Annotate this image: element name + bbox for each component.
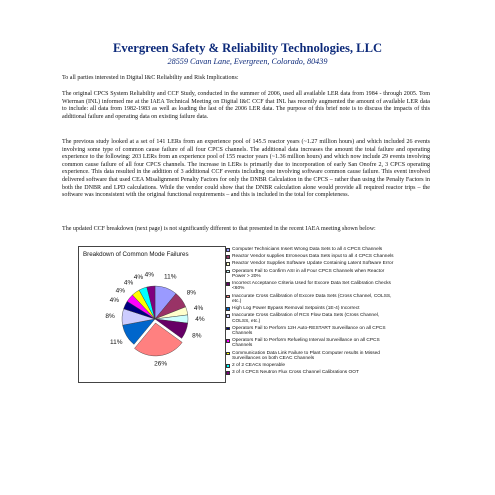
- legend-item: [226, 294, 396, 305]
- pie-slice-label: 8%: [186, 289, 197, 297]
- legend-item: [226, 370, 396, 375]
- legend-label: 3 of 4 CPCS Neutron Flux Cross Channel Calibrations OOT: [232, 370, 359, 376]
- pie-slice-label: 4%: [123, 279, 134, 287]
- legend-swatch: [226, 282, 230, 286]
- legend-item: [226, 306, 396, 311]
- pie-slice-label: 4%: [195, 316, 205, 323]
- company-address: 28559 Cavan Lane, Evergreen, Colorado, 80439: [167, 57, 328, 66]
- pie-slice-label: 11%: [163, 273, 177, 281]
- legend-item: [226, 326, 396, 337]
- company-name: Evergreen Safety & Reliability Technologies, LLC: [112, 41, 383, 55]
- legend-label: Reactor Vendor Supplies Software Update Containing Latent Software Error: [232, 261, 394, 267]
- legend-label: Computer Technicians Insert Wrong Data Sets to all 4 CPCS Channels: [232, 247, 383, 252]
- pie-slice-label: 26%: [154, 360, 168, 368]
- legend-label: Operators Fail to Perform 12H Auto-RESTART Surveillance on all CPCS Channels: [232, 325, 386, 336]
- pie-slice-label: 4%: [144, 271, 155, 279]
- pie-slice-label: 4%: [193, 304, 204, 312]
- pie-slice-label: 4%: [115, 287, 126, 295]
- legend-label: Reactor Vendor supplies Erroneous Data Sets input to all 4 CPCS Channels: [232, 254, 394, 260]
- breakdown-paragraph: The updated CCF breakdown (next page) is not significantly different to that presented in the recent IAEA meeting shown below:: [62, 226, 376, 232]
- legend-swatch: [226, 295, 230, 299]
- legend-label: Communication Data Link Failure to Plant Computer results in Missed Surveillances on both CEAC Channels: [232, 350, 380, 361]
- legend-item: [226, 338, 396, 349]
- legend-swatch: [226, 314, 230, 318]
- pie-chart: [79, 247, 227, 384]
- chart-title: Breakdown of Common Mode Failures: [83, 251, 189, 258]
- legend-swatch: [226, 255, 230, 259]
- legend-item: [226, 363, 396, 368]
- legend-swatch: [226, 352, 230, 356]
- legend-swatch: [226, 248, 230, 252]
- legend-swatch: [226, 270, 230, 274]
- legend-swatch: [226, 262, 230, 266]
- legend-label: Inaccurate Cross Calibration of RCS Flow Data Sets (Cross Channel, COLSS, etc.): [232, 313, 380, 324]
- legend-label: 2 of 2 CEACs Inoperable: [232, 363, 286, 369]
- pie-slice-label: 8%: [192, 332, 202, 340]
- study-paragraph: The previous study looked at a set of 141 LERs from an experience pool of 145.5 reactor years (~1.27 million hours) and which included 26 events involving some type of common cause failure of all four CPCS channels. The additional data increases the amount the total failure and operating experience to the following: 203 LERs from an experience pool of 155 reactor years (~1.36 million hours) and which now include 29 events involving common cause failure of all four CPCS channels. The increase in LERs is primarily due to incorporation of early San Onofre 2, 3 CPCS operating experience. This data resulted in the addition of 3 additional CCF events including one involving software common cause failure. This event involved delivered software that used CEA Misalignment Penalty Factors for only the DNBR Calculation in the CPCS – rather than using the Penalty Factors in both the DNBR and LPD calculations. While the vendor could show that the DNBR calculation alone would provide all required reactor trips – the software was inconsistent with the original functional requirements – and this is included in the total for completeness.: [62, 139, 430, 199]
- legend-item: [226, 281, 396, 292]
- legend-swatch: [226, 307, 230, 311]
- legend-label: Operators Fail to Confirm ASI in all Four CPCS Channels when Reactor Power > 20%: [232, 268, 385, 279]
- pie-slice-label: 8%: [105, 313, 115, 321]
- legend-swatch: [226, 364, 230, 368]
- pie-chart-frame: [78, 246, 226, 383]
- legend-swatch: [226, 339, 230, 343]
- pie-slice-label: 11%: [110, 338, 123, 346]
- salutation-paragraph: To all parties interested in Digital I&C Reliability and Risk Implications:: [62, 75, 239, 81]
- pie-slice-label: 4%: [133, 274, 144, 282]
- legend-label: Inaccurate Cross Calibration of Excore Data Sets (Cross Channel, COLSS, etc.): [232, 293, 392, 304]
- legend-swatch: [226, 371, 230, 375]
- legend-item: [226, 351, 396, 362]
- intro-paragraph: The original CPCS System Reliability and CCF Study, conducted in the summer of 2006, used all available LER data from 1984 - through 2005. Tom Wierman (INL) informed me at the IAEA Technical Meeting on Digital I&C CCF that INL has recently augmented the amount of available LER data to include: all data from 1982-1983 as well as loading the last of the 2006 LER data. The purpose of this brief note is to discuss the impacts of this additional failure and operating data on existing failure data.: [62, 91, 430, 120]
- legend-label: High Log Power Bypass Removal Setpoints (1E-4) Incorrect: [232, 306, 360, 312]
- legend-item: [226, 269, 396, 280]
- legend-label: Incorrect Acceptance Criteria Used for Excore Data Set Calibration Checks <60%: [232, 281, 391, 292]
- legend-item: [226, 254, 396, 259]
- chart-legend: [226, 247, 396, 378]
- pie-slice-label: 4%: [109, 296, 119, 304]
- legend-item: [226, 247, 396, 252]
- legend-item: [226, 261, 396, 266]
- legend-swatch: [226, 327, 230, 331]
- legend-item: [226, 313, 396, 324]
- legend-label: Operators Fail to Perform Refueling Interval Surveillance on all CPCS Channels: [232, 338, 380, 349]
